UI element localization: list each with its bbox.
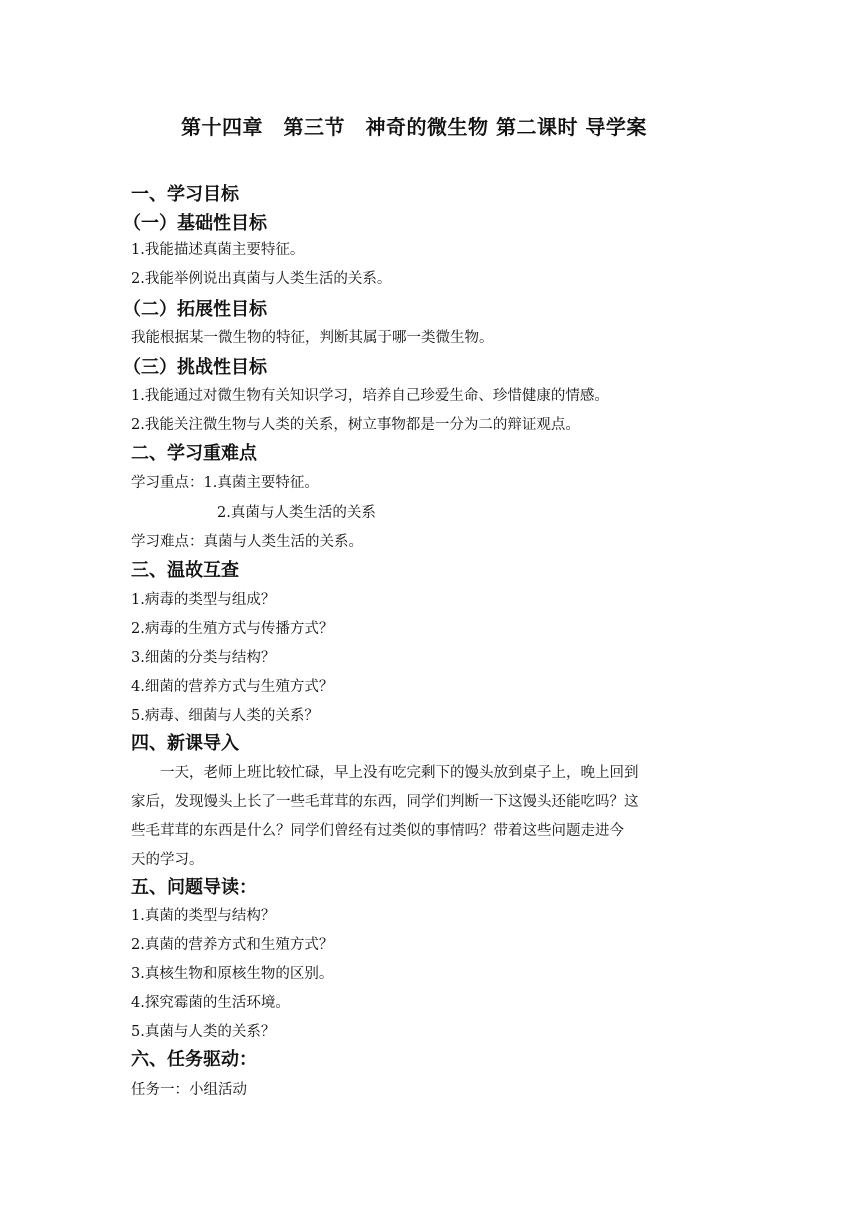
key-point-2: 2.真菌与人类生活的关系 [217, 505, 376, 521]
document-title: 第十四章 第三节 神奇的微生物 第二课时 导学案 [181, 115, 647, 139]
review-question-4: 4.细菌的营养方式与生殖方式？ [131, 679, 334, 695]
basic-goal-2: 2.我能举例说出真菌与人类生活的关系。 [131, 271, 392, 287]
intro-paragraph [131, 759, 731, 875]
intro-line-2: 家后，发现馒头上长了一些毛茸茸的东西，同学们判断一下这馒头还能吃吗？这 [131, 794, 639, 810]
review-question-2: 2.病毒的生殖方式与传播方式？ [131, 621, 334, 637]
section-6-heading: 六、任务驱动： [131, 1049, 257, 1070]
guide-question-1: 1.真菌的类型与结构？ [131, 908, 276, 924]
subsection-basic-heading: （一）基础性目标 [123, 213, 267, 234]
review-question-5: 5.病毒、细菌与人类的关系？ [131, 708, 319, 724]
subsection-challenge-heading: （三）挑战性目标 [123, 357, 267, 378]
extended-goal: 我能根据某一微生物的特征，判断其属于哪一类微生物。 [131, 330, 494, 346]
challenge-goal-2: 2.我能关注微生物与人类的关系，树立事物都是一分为二的辩证观点。 [131, 417, 580, 433]
section-4-heading: 四、新课导入 [131, 733, 239, 754]
section-5-heading: 五、问题导读： [131, 877, 257, 898]
review-question-3: 3.细菌的分类与结构？ [131, 650, 276, 666]
intro-line-4: 天的学习。 [131, 852, 204, 868]
intro-line-3: 些毛茸茸的东西是什么？同学们曾经有过类似的事情吗？带着这些问题走进今 [131, 823, 624, 839]
difficulty-point: 学习难点：真菌与人类生活的关系。 [131, 534, 363, 550]
basic-goal-1: 1.我能描述真菌主要特征。 [131, 242, 305, 258]
section-2-heading: 二、学习重难点 [131, 443, 257, 464]
intro-line-1: 一天，老师上班比较忙碌，早上没有吃完剩下的馒头放到桌子上，晚上回到 [131, 765, 639, 781]
challenge-goal-1: 1.我能通过对微生物有关知识学习，培养自己珍爱生命、珍惜健康的情感。 [131, 388, 609, 404]
key-point-1: 学习重点：1.真菌主要特征。 [131, 475, 319, 491]
section-1-heading: 一、学习目标 [131, 184, 239, 205]
guide-question-3: 3.真核生物和原核生物的区别。 [131, 966, 334, 982]
task-1: 任务一：小组活动 [131, 1082, 247, 1098]
subsection-extended-heading: （二）拓展性目标 [123, 299, 267, 320]
guide-question-5: 5.真菌与人类的关系？ [131, 1024, 276, 1040]
review-question-1: 1.病毒的类型与组成？ [131, 592, 276, 608]
guide-question-2: 2.真菌的营养方式和生殖方式？ [131, 937, 334, 953]
section-3-heading: 三、温故互查 [131, 560, 239, 581]
guide-question-4: 4.探究霉菌的生活环境。 [131, 995, 290, 1011]
